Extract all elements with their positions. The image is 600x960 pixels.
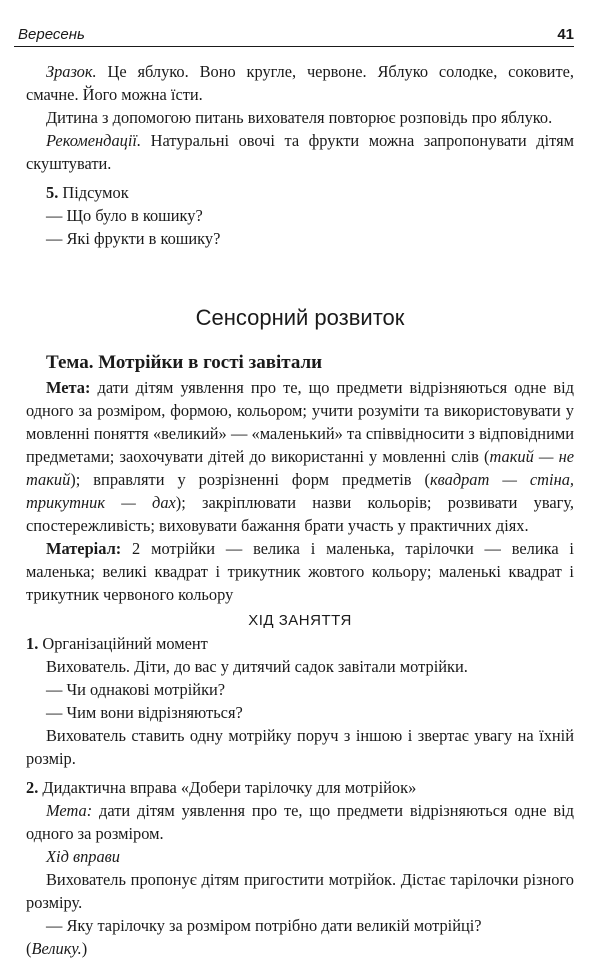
step2-answer-text: Велику. bbox=[31, 939, 82, 958]
page-body bbox=[26, 60, 574, 960]
step2-course bbox=[26, 845, 574, 868]
step2-heading bbox=[26, 776, 574, 799]
step2-text: Вихователь пропонує дітям пригостити мотрійок. Дістає тарілочки різного розміру. bbox=[26, 870, 574, 912]
step1-title: Організаційний момент bbox=[38, 634, 208, 653]
recommendations-label: Рекомендації. bbox=[46, 131, 142, 150]
step2-goal-text: дати дітям уявлення про те, що предмети відрізняються одне від одного за розміром. bbox=[26, 801, 574, 843]
page-header bbox=[14, 24, 574, 46]
running-header-month: Вересень bbox=[18, 26, 85, 43]
step1-question-1: — Чи однакові мотрійки? bbox=[46, 680, 226, 699]
header-rule bbox=[14, 46, 574, 47]
goal-italic-b: квадрат — стіна, трикутник — дах bbox=[26, 470, 574, 512]
step1-number: 1. bbox=[26, 634, 39, 653]
summary-question-2: — Які фрукти в кошику? bbox=[46, 229, 221, 248]
child-repeat-paragraph: Дитина з допомогою питань вихователя повторює розповідь про яблуко. bbox=[46, 108, 553, 127]
recommendations-paragraph bbox=[26, 129, 574, 175]
page-number: 41 bbox=[557, 26, 574, 43]
lesson-heading: ХІД ЗАНЯТТЯ bbox=[248, 612, 352, 629]
step2-answer-close: ) bbox=[81, 939, 88, 958]
step2-answer-open: ( bbox=[26, 939, 32, 958]
example-paragraph bbox=[26, 60, 574, 106]
step2-goal bbox=[26, 799, 574, 845]
material-text: 2 мотрійки — велика і маленька, тарілочки — велика і маленька; великі квадрат і трикутник жовтого кольору; маленькі квадрат і трикутник червоного кольору bbox=[26, 539, 574, 604]
goal-label: Мета: bbox=[46, 378, 91, 397]
recommendations-text: Натуральні овочі та фрукти можна запропонувати дітям скуштувати. bbox=[26, 131, 574, 173]
step1-heading bbox=[26, 632, 574, 655]
example-text: Це яблуко. Воно кругле, червоне. Яблуко солодке, соковите, смачне. Його можна їсти. bbox=[26, 62, 574, 104]
step2-question: — Яку тарілочку за розміром потрібно дати великій мотрійці? bbox=[46, 916, 482, 935]
goal-paragraph bbox=[26, 376, 574, 537]
summary-title: Підсумок bbox=[58, 183, 129, 202]
goal-text-a: дати дітям уявлення про те, що предмети відрізняються одне від одного за розміром, формою, кольором; учити розуміти та використовувати у мовленні поняття «великий» — «маленький» та співвідносити з відповідними предметами; заохочувати дітей до використанні у мовленні слів ( bbox=[26, 378, 574, 466]
step1-text: Вихователь ставить одну мотрійку поруч з іншою і звертає увагу на їхній розмір. bbox=[26, 726, 574, 768]
step2-answer bbox=[26, 937, 574, 960]
goal-italic-a: такий — не такий bbox=[26, 447, 575, 489]
example-label: Зразок. bbox=[46, 62, 97, 81]
step2-course-label: Хід вправи bbox=[46, 847, 120, 866]
goal-text-c: ); закріплювати назви кольорів; розвивати увагу, спостережливість; виховувати бажання брати участь у практичних діях. bbox=[26, 493, 574, 535]
step1-line: Вихователь. Діти, до вас у дитячий садок завітали мотрійки. bbox=[46, 657, 468, 676]
section-title: Сенсорний розвиток bbox=[195, 305, 405, 330]
summary-question-1: — Що було в кошику? bbox=[46, 206, 203, 225]
step2-goal-label: Мета: bbox=[46, 801, 93, 820]
summary-heading bbox=[26, 181, 574, 204]
step2-title: Дидактична вправа «Добери тарілочку для мотрійок» bbox=[38, 778, 417, 797]
step1-question-2: — Чим вони відрізняються? bbox=[46, 703, 243, 722]
goal-text-b: ); вправляти у розрізненні форм предметів ( bbox=[70, 470, 430, 489]
step2-number: 2. bbox=[26, 778, 39, 797]
material-paragraph bbox=[26, 537, 574, 606]
topic-title: Тема. Мотрійки в гості завітали bbox=[46, 352, 323, 373]
summary-number: 5. bbox=[46, 183, 59, 202]
material-label: Матеріал: bbox=[46, 539, 122, 558]
